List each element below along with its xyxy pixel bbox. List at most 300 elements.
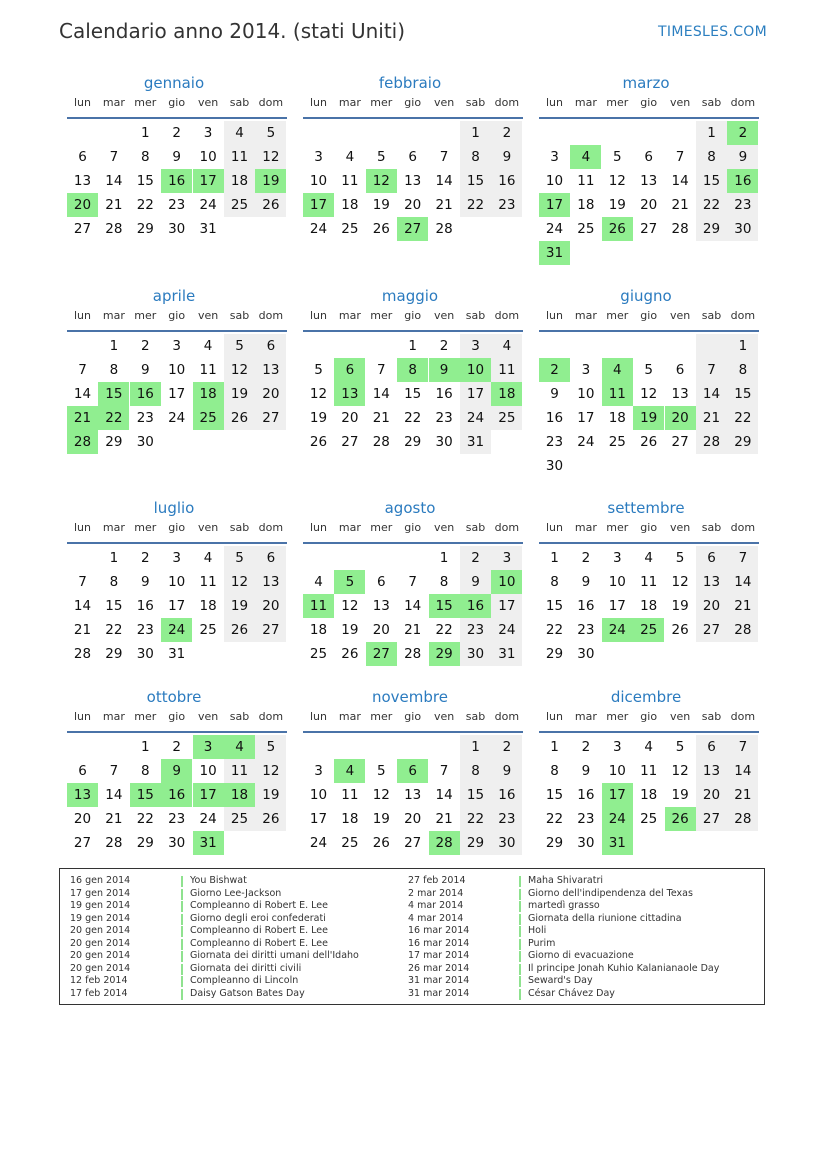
day-cell[interactable]: 19: [372, 811, 390, 827]
holiday-day-cell[interactable]: 19: [633, 406, 664, 430]
day-cell[interactable]: 3: [314, 149, 323, 165]
day-cell[interactable]: 14: [105, 787, 123, 803]
day-cell[interactable]: 13: [696, 759, 727, 783]
day-cell[interactable]: 12: [372, 787, 390, 803]
brand-link[interactable]: TIMESLES.COM: [658, 24, 767, 40]
day-cell[interactable]: 20: [255, 382, 286, 406]
day-cell[interactable]: 5: [644, 362, 653, 378]
day-cell[interactable]: 1: [109, 550, 119, 566]
day-cell[interactable]: 30: [577, 646, 595, 662]
holiday-day-cell[interactable]: 4: [602, 358, 633, 382]
day-cell[interactable]: 26: [255, 193, 286, 217]
day-cell[interactable]: 20: [73, 811, 92, 827]
day-cell[interactable]: 8: [460, 759, 491, 783]
holiday-day-cell[interactable]: 18: [193, 382, 224, 406]
day-cell[interactable]: 14: [105, 173, 123, 189]
holiday-day-cell[interactable]: 9: [429, 358, 460, 382]
day-cell[interactable]: 24: [199, 811, 217, 827]
day-cell[interactable]: 13: [671, 386, 689, 402]
day-cell[interactable]: 8: [141, 149, 150, 165]
day-cell[interactable]: 26: [341, 646, 359, 662]
day-cell[interactable]: 23: [727, 193, 758, 217]
day-cell[interactable]: 25: [341, 835, 359, 851]
day-cell[interactable]: 23: [577, 811, 595, 827]
day-cell[interactable]: 7: [109, 763, 119, 779]
holiday-day-cell[interactable]: 5: [334, 570, 365, 594]
day-cell[interactable]: 4: [203, 338, 213, 354]
day-cell[interactable]: 19: [224, 594, 255, 618]
day-cell[interactable]: 2: [172, 739, 181, 755]
day-cell[interactable]: 30: [435, 434, 453, 450]
day-cell[interactable]: 22: [727, 406, 758, 430]
day-cell[interactable]: 11: [199, 574, 217, 590]
day-cell[interactable]: 27: [73, 221, 92, 237]
day-cell[interactable]: 8: [696, 145, 727, 169]
day-cell[interactable]: 9: [581, 763, 591, 779]
day-cell[interactable]: 10: [199, 763, 217, 779]
day-cell[interactable]: 24: [309, 221, 328, 237]
day-cell[interactable]: 5: [255, 735, 286, 759]
day-cell[interactable]: 30: [460, 642, 491, 666]
day-cell[interactable]: 19: [671, 598, 689, 614]
day-cell[interactable]: 28: [73, 646, 92, 662]
holiday-day-cell[interactable]: 21: [67, 406, 98, 430]
day-cell[interactable]: 25: [577, 221, 595, 237]
day-cell[interactable]: 29: [136, 835, 154, 851]
day-cell[interactable]: 10: [577, 386, 595, 402]
day-cell[interactable]: 30: [136, 646, 154, 662]
day-cell[interactable]: 10: [309, 787, 328, 803]
day-cell[interactable]: 3: [172, 338, 181, 354]
holiday-day-cell[interactable]: 24: [602, 618, 633, 642]
day-cell[interactable]: 14: [73, 386, 92, 402]
day-cell[interactable]: 28: [404, 646, 422, 662]
holiday-day-cell[interactable]: 15: [130, 783, 161, 807]
day-cell[interactable]: 15: [696, 169, 727, 193]
day-cell[interactable]: 14: [435, 787, 453, 803]
day-cell[interactable]: 7: [675, 149, 685, 165]
day-cell[interactable]: 11: [491, 358, 522, 382]
holiday-day-cell[interactable]: 12: [366, 169, 397, 193]
day-cell[interactable]: 11: [224, 759, 255, 783]
day-cell[interactable]: 1: [141, 739, 150, 755]
day-cell[interactable]: 4: [224, 121, 255, 145]
day-cell[interactable]: 10: [608, 574, 626, 590]
holiday-day-cell[interactable]: 8: [397, 358, 428, 382]
day-cell[interactable]: 18: [341, 811, 359, 827]
day-cell[interactable]: 13: [696, 570, 727, 594]
holiday-day-cell[interactable]: 20: [67, 193, 98, 217]
day-cell[interactable]: 29: [696, 217, 727, 241]
holiday-day-cell[interactable]: 25: [193, 406, 224, 430]
day-cell[interactable]: 6: [644, 149, 653, 165]
holiday-day-cell[interactable]: 31: [193, 831, 224, 855]
day-cell[interactable]: 5: [224, 334, 255, 358]
day-cell[interactable]: 16: [491, 783, 522, 807]
day-cell[interactable]: 23: [491, 193, 522, 217]
day-cell[interactable]: 22: [460, 193, 491, 217]
day-cell[interactable]: 31: [168, 646, 186, 662]
holiday-day-cell[interactable]: 9: [161, 759, 192, 783]
day-cell[interactable]: 21: [404, 622, 422, 638]
holiday-day-cell[interactable]: 6: [397, 759, 428, 783]
day-cell[interactable]: 8: [727, 358, 758, 382]
day-cell[interactable]: 21: [696, 406, 727, 430]
day-cell[interactable]: 10: [545, 173, 564, 189]
day-cell[interactable]: 27: [404, 835, 422, 851]
day-cell[interactable]: 15: [727, 382, 758, 406]
day-cell[interactable]: 13: [640, 173, 658, 189]
day-cell[interactable]: 25: [224, 807, 255, 831]
day-cell[interactable]: 17: [168, 598, 186, 614]
day-cell[interactable]: 27: [255, 618, 286, 642]
day-cell[interactable]: 24: [545, 221, 564, 237]
holiday-day-cell[interactable]: 19: [255, 169, 286, 193]
day-cell[interactable]: 15: [460, 169, 491, 193]
holiday-day-cell[interactable]: 17: [193, 783, 224, 807]
day-cell[interactable]: 4: [314, 574, 323, 590]
day-cell[interactable]: 22: [460, 807, 491, 831]
day-cell[interactable]: 19: [608, 197, 626, 213]
holiday-day-cell[interactable]: 17: [602, 783, 633, 807]
day-cell[interactable]: 25: [224, 193, 255, 217]
day-cell[interactable]: 8: [550, 763, 559, 779]
day-cell[interactable]: 15: [136, 173, 154, 189]
day-cell[interactable]: 29: [136, 221, 154, 237]
day-cell[interactable]: 5: [255, 121, 286, 145]
day-cell[interactable]: 23: [577, 622, 595, 638]
day-cell[interactable]: 26: [224, 618, 255, 642]
day-cell[interactable]: 26: [640, 434, 658, 450]
day-cell[interactable]: 1: [550, 739, 559, 755]
holiday-day-cell[interactable]: 4: [334, 759, 365, 783]
day-cell[interactable]: 20: [372, 622, 390, 638]
holiday-day-cell[interactable]: 24: [161, 618, 192, 642]
day-cell[interactable]: 13: [404, 173, 422, 189]
day-cell[interactable]: 16: [545, 410, 564, 426]
day-cell[interactable]: 12: [341, 598, 359, 614]
day-cell[interactable]: 11: [341, 787, 359, 803]
day-cell[interactable]: 8: [550, 574, 559, 590]
day-cell[interactable]: 16: [577, 598, 595, 614]
day-cell[interactable]: 3: [581, 362, 591, 378]
holiday-day-cell[interactable]: 13: [334, 382, 365, 406]
day-cell[interactable]: 30: [168, 221, 186, 237]
day-cell[interactable]: 20: [404, 197, 422, 213]
day-cell[interactable]: 20: [255, 594, 286, 618]
holiday-day-cell[interactable]: 16: [130, 382, 161, 406]
day-cell[interactable]: 25: [199, 622, 217, 638]
day-cell[interactable]: 14: [727, 570, 758, 594]
day-cell[interactable]: 6: [696, 735, 727, 759]
day-cell[interactable]: 5: [377, 149, 386, 165]
day-cell[interactable]: 7: [439, 149, 449, 165]
day-cell[interactable]: 21: [105, 811, 123, 827]
day-cell[interactable]: 11: [341, 173, 359, 189]
day-cell[interactable]: 17: [460, 382, 491, 406]
day-cell[interactable]: 29: [545, 646, 564, 662]
holiday-day-cell[interactable]: 22: [98, 406, 129, 430]
day-cell[interactable]: 21: [671, 197, 689, 213]
day-cell[interactable]: 18: [199, 598, 217, 614]
holiday-day-cell[interactable]: 31: [539, 241, 570, 265]
day-cell[interactable]: 7: [727, 546, 758, 570]
holiday-day-cell[interactable]: 18: [224, 783, 255, 807]
day-cell[interactable]: 5: [675, 550, 685, 566]
day-cell[interactable]: 9: [550, 386, 559, 402]
day-cell[interactable]: 25: [309, 646, 328, 662]
day-cell[interactable]: 20: [696, 783, 727, 807]
day-cell[interactable]: 2: [491, 121, 522, 145]
day-cell[interactable]: 12: [640, 386, 658, 402]
holiday-day-cell[interactable]: 16: [161, 783, 192, 807]
holiday-day-cell[interactable]: 3: [193, 735, 224, 759]
day-cell[interactable]: 7: [439, 763, 449, 779]
day-cell[interactable]: 21: [727, 783, 758, 807]
day-cell[interactable]: 16: [577, 787, 595, 803]
day-cell[interactable]: 31: [491, 642, 522, 666]
day-cell[interactable]: 4: [345, 149, 355, 165]
day-cell[interactable]: 1: [109, 338, 119, 354]
day-cell[interactable]: 3: [613, 739, 622, 755]
day-cell[interactable]: 13: [73, 173, 92, 189]
day-cell[interactable]: 31: [199, 221, 217, 237]
day-cell[interactable]: 21: [435, 811, 453, 827]
holiday-day-cell[interactable]: 4: [570, 145, 601, 169]
day-cell[interactable]: 28: [727, 618, 758, 642]
day-cell[interactable]: 4: [203, 550, 213, 566]
day-cell[interactable]: 27: [640, 221, 658, 237]
day-cell[interactable]: 18: [640, 787, 658, 803]
day-cell[interactable]: 14: [727, 759, 758, 783]
holiday-day-cell[interactable]: 13: [67, 783, 98, 807]
day-cell[interactable]: 6: [78, 149, 87, 165]
day-cell[interactable]: 5: [314, 362, 323, 378]
day-cell[interactable]: 1: [550, 550, 559, 566]
day-cell[interactable]: 28: [696, 430, 727, 454]
day-cell[interactable]: 9: [581, 574, 591, 590]
holiday-day-cell[interactable]: 27: [366, 642, 397, 666]
day-cell[interactable]: 23: [435, 410, 453, 426]
day-cell[interactable]: 10: [199, 149, 217, 165]
day-cell[interactable]: 9: [141, 362, 150, 378]
day-cell[interactable]: 25: [491, 406, 522, 430]
holiday-day-cell[interactable]: 25: [633, 618, 664, 642]
holiday-day-cell[interactable]: 28: [429, 831, 460, 855]
day-cell[interactable]: 22: [435, 622, 453, 638]
day-cell[interactable]: 2: [581, 550, 591, 566]
holiday-day-cell[interactable]: 31: [602, 831, 633, 855]
holiday-day-cell[interactable]: 2: [539, 358, 570, 382]
day-cell[interactable]: 30: [136, 434, 154, 450]
day-cell[interactable]: 29: [404, 434, 422, 450]
holiday-day-cell[interactable]: 15: [98, 382, 129, 406]
day-cell[interactable]: 1: [141, 125, 150, 141]
day-cell[interactable]: 15: [404, 386, 422, 402]
day-cell[interactable]: 29: [105, 434, 123, 450]
day-cell[interactable]: 17: [491, 594, 522, 618]
day-cell[interactable]: 8: [109, 574, 119, 590]
day-cell[interactable]: 13: [404, 787, 422, 803]
day-cell[interactable]: 6: [675, 362, 685, 378]
day-cell[interactable]: 11: [199, 362, 217, 378]
day-cell[interactable]: 24: [199, 197, 217, 213]
day-cell[interactable]: 12: [671, 574, 689, 590]
day-cell[interactable]: 1: [696, 121, 727, 145]
day-cell[interactable]: 10: [309, 173, 328, 189]
day-cell[interactable]: 16: [136, 598, 154, 614]
day-cell[interactable]: 19: [372, 197, 390, 213]
day-cell[interactable]: 28: [727, 807, 758, 831]
day-cell[interactable]: 4: [644, 739, 653, 755]
holiday-day-cell[interactable]: 2: [727, 121, 758, 145]
holiday-day-cell[interactable]: 28: [67, 430, 98, 454]
day-cell[interactable]: 7: [109, 149, 119, 165]
holiday-day-cell[interactable]: 11: [602, 382, 633, 406]
holiday-day-cell[interactable]: 17: [193, 169, 224, 193]
day-cell[interactable]: 3: [203, 125, 213, 141]
day-cell[interactable]: 25: [341, 221, 359, 237]
day-cell[interactable]: 6: [377, 574, 386, 590]
day-cell[interactable]: 28: [105, 835, 123, 851]
day-cell[interactable]: 23: [460, 618, 491, 642]
day-cell[interactable]: 9: [727, 145, 758, 169]
day-cell[interactable]: 22: [545, 622, 564, 638]
day-cell[interactable]: 7: [78, 574, 87, 590]
day-cell[interactable]: 9: [491, 145, 522, 169]
day-cell[interactable]: 12: [309, 386, 328, 402]
day-cell[interactable]: 20: [404, 811, 422, 827]
day-cell[interactable]: 31: [460, 430, 491, 454]
holiday-day-cell[interactable]: 10: [491, 570, 522, 594]
day-cell[interactable]: 12: [224, 570, 255, 594]
holiday-day-cell[interactable]: 6: [334, 358, 365, 382]
day-cell[interactable]: 23: [136, 622, 154, 638]
day-cell[interactable]: 23: [168, 811, 186, 827]
day-cell[interactable]: 8: [460, 145, 491, 169]
day-cell[interactable]: 26: [309, 434, 328, 450]
day-cell[interactable]: 22: [136, 811, 154, 827]
day-cell[interactable]: 22: [696, 193, 727, 217]
day-cell[interactable]: 18: [341, 197, 359, 213]
day-cell[interactable]: 12: [224, 358, 255, 382]
day-cell[interactable]: 2: [460, 546, 491, 570]
day-cell[interactable]: 26: [224, 406, 255, 430]
holiday-day-cell[interactable]: 10: [460, 358, 491, 382]
day-cell[interactable]: 12: [255, 145, 286, 169]
day-cell[interactable]: 28: [372, 434, 390, 450]
day-cell[interactable]: 25: [640, 811, 658, 827]
day-cell[interactable]: 10: [168, 362, 186, 378]
day-cell[interactable]: 1: [727, 334, 758, 358]
day-cell[interactable]: 30: [491, 831, 522, 855]
day-cell[interactable]: 2: [141, 338, 150, 354]
holiday-day-cell[interactable]: 27: [397, 217, 428, 241]
day-cell[interactable]: 13: [255, 358, 286, 382]
holiday-day-cell[interactable]: 20: [665, 406, 696, 430]
day-cell[interactable]: 23: [168, 197, 186, 213]
day-cell[interactable]: 9: [141, 574, 150, 590]
day-cell[interactable]: 10: [168, 574, 186, 590]
day-cell[interactable]: 2: [491, 735, 522, 759]
day-cell[interactable]: 13: [372, 598, 390, 614]
day-cell[interactable]: 15: [545, 787, 564, 803]
day-cell[interactable]: 22: [136, 197, 154, 213]
day-cell[interactable]: 30: [168, 835, 186, 851]
day-cell[interactable]: 27: [696, 807, 727, 831]
day-cell[interactable]: 4: [491, 334, 522, 358]
day-cell[interactable]: 19: [671, 787, 689, 803]
day-cell[interactable]: 2: [439, 338, 449, 354]
day-cell[interactable]: 21: [727, 594, 758, 618]
day-cell[interactable]: 12: [255, 759, 286, 783]
day-cell[interactable]: 7: [408, 574, 417, 590]
day-cell[interactable]: 14: [372, 386, 390, 402]
day-cell[interactable]: 2: [172, 125, 181, 141]
day-cell[interactable]: 8: [439, 574, 449, 590]
day-cell[interactable]: 18: [224, 169, 255, 193]
day-cell[interactable]: 1: [439, 550, 449, 566]
day-cell[interactable]: 7: [727, 735, 758, 759]
day-cell[interactable]: 29: [727, 430, 758, 454]
day-cell[interactable]: 21: [372, 410, 390, 426]
day-cell[interactable]: 20: [341, 410, 359, 426]
day-cell[interactable]: 3: [460, 334, 491, 358]
day-cell[interactable]: 6: [78, 763, 87, 779]
day-cell[interactable]: 30: [727, 217, 758, 241]
day-cell[interactable]: 22: [545, 811, 564, 827]
day-cell[interactable]: 24: [309, 835, 328, 851]
day-cell[interactable]: 5: [377, 763, 386, 779]
day-cell[interactable]: 7: [377, 362, 386, 378]
day-cell[interactable]: 25: [608, 434, 626, 450]
holiday-day-cell[interactable]: 15: [429, 594, 460, 618]
day-cell[interactable]: 16: [435, 386, 453, 402]
day-cell[interactable]: 18: [608, 410, 626, 426]
day-cell[interactable]: 19: [255, 783, 286, 807]
day-cell[interactable]: 3: [613, 550, 622, 566]
day-cell[interactable]: 23: [136, 410, 154, 426]
holiday-day-cell[interactable]: 16: [460, 594, 491, 618]
day-cell[interactable]: 2: [141, 550, 150, 566]
day-cell[interactable]: 9: [172, 149, 181, 165]
holiday-day-cell[interactable]: 24: [602, 807, 633, 831]
day-cell[interactable]: 5: [224, 546, 255, 570]
day-cell[interactable]: 11: [577, 173, 595, 189]
day-cell[interactable]: 19: [341, 622, 359, 638]
day-cell[interactable]: 11: [224, 145, 255, 169]
day-cell[interactable]: 20: [640, 197, 658, 213]
day-cell[interactable]: 24: [168, 410, 186, 426]
day-cell[interactable]: 6: [408, 149, 417, 165]
day-cell[interactable]: 14: [671, 173, 689, 189]
day-cell[interactable]: 6: [255, 334, 286, 358]
day-cell[interactable]: 17: [168, 386, 186, 402]
day-cell[interactable]: 10: [608, 763, 626, 779]
day-cell[interactable]: 3: [314, 763, 323, 779]
day-cell[interactable]: 3: [172, 550, 181, 566]
day-cell[interactable]: 17: [577, 410, 595, 426]
day-cell[interactable]: 15: [460, 783, 491, 807]
day-cell[interactable]: 18: [309, 622, 328, 638]
holiday-day-cell[interactable]: 18: [491, 382, 522, 406]
holiday-day-cell[interactable]: 16: [161, 169, 192, 193]
day-cell[interactable]: 16: [491, 169, 522, 193]
day-cell[interactable]: 21: [73, 622, 92, 638]
day-cell[interactable]: 1: [460, 735, 491, 759]
day-cell[interactable]: 23: [545, 434, 564, 450]
day-cell[interactable]: 15: [105, 598, 123, 614]
